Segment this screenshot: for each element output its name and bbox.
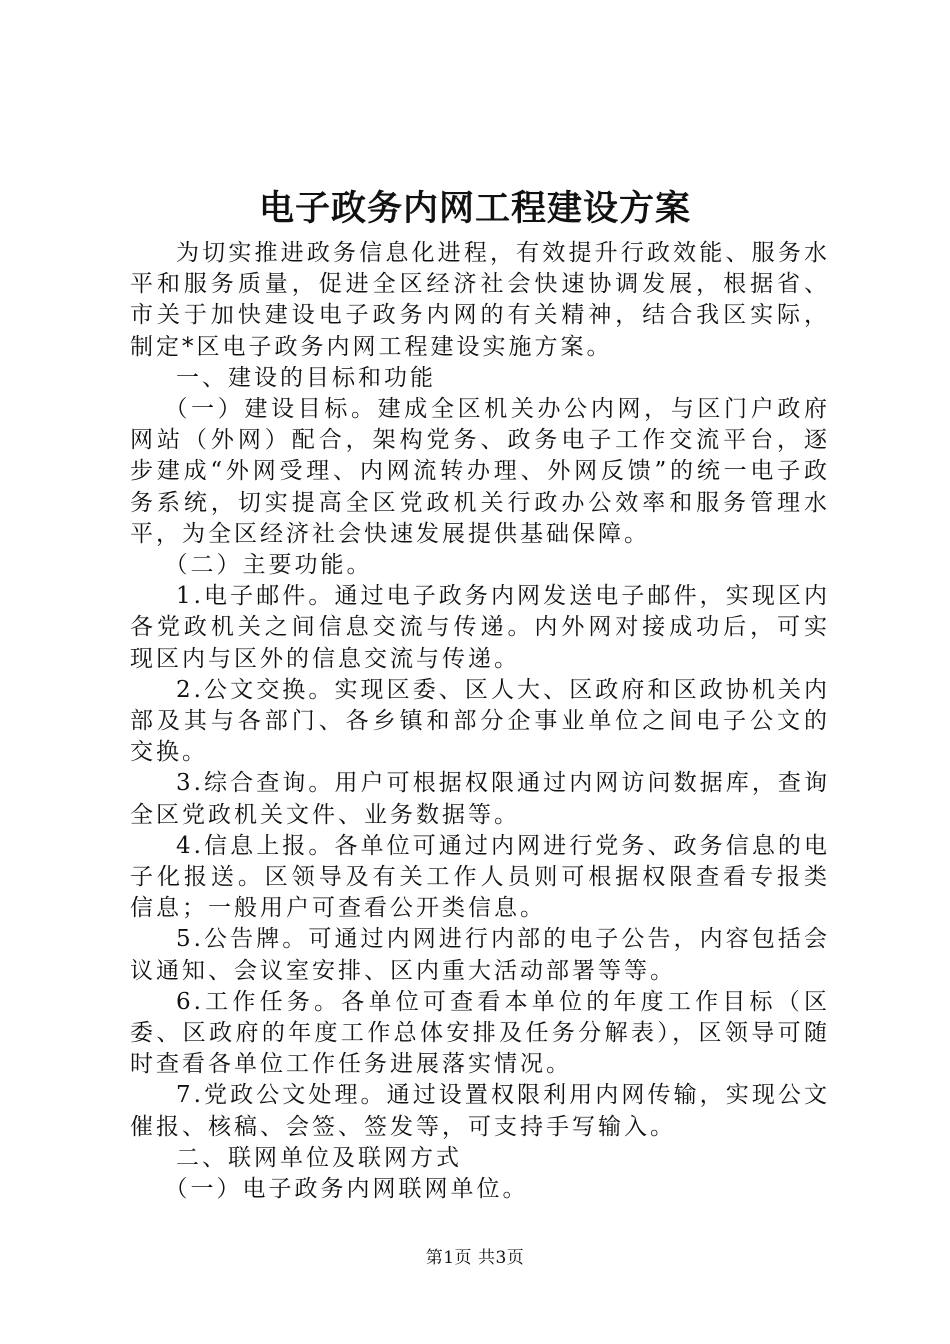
- function-item-email: 1.电子邮件。通过电子政务内网发送电子邮件，实现区内各党政机关之间信息交流与传递。内外网对接成功后，可实现区内与区外的信息交流与传递。: [130, 583, 830, 672]
- function-item-tasks: 6.工作任务。各单位可查看本单位的年度工作目标（区委、区政府的年度工作总体安排及任务分解表），区领导可随时查看各单位工作任务进展落实情况。: [130, 988, 830, 1078]
- document-body: [130, 238, 830, 1205]
- function-item-document-processing: 7.党政公文处理。通过设置权限利用内网传输，实现公文催报、核稿、会签、签发等，可支持手写输入。: [130, 1082, 830, 1140]
- subsection-network-units-heading: （一）电子政务内网联网单位。: [164, 1176, 529, 1203]
- document-title: 电子政务内网工程建设方案: [258, 188, 691, 229]
- subsection-goal-paragraph: （一）建设目标。建成全区机关办公内网，与区门户政府网站（外网）配合，架构党务、政务电子工作交流平台，逐步建成“外网受理、内网流转办理、外网反馈”的统一电子政务系统，切实提高全区党政机关行政办公效率和服务管理水平，为全区经济社会快速发展提供基础保障。: [130, 396, 830, 547]
- section-heading-1: 一、建设的目标和功能: [176, 364, 436, 391]
- page-number: 第1页 共3页: [425, 1248, 525, 1268]
- subsection-functions-heading: （二）主要功能。: [164, 552, 373, 579]
- function-item-bulletin: 5.公告牌。可通过内网进行内部的电子公告，内容包括会议通知、会议室安排、区内重大活动部署等等。: [130, 926, 830, 984]
- function-item-info-report: 4.信息上报。各单位可通过内网进行党务、政务信息的电子化报送。区领导及有关工作人员则可根据权限查看专报类信息；一般用户可查看公开类信息。: [130, 832, 830, 922]
- function-item-query: 3.综合查询。用户可根据权限通过内网访问数据库，查询全区党政机关文件、业务数据等。: [130, 770, 830, 828]
- function-item-document-exchange: 2.公文交换。实现区委、区人大、区政府和区政协机关内部及其与各部门、各乡镇和部分企事业单位之间电子公文的交换。: [130, 676, 830, 766]
- section-heading-2: 二、联网单位及联网方式: [176, 1144, 462, 1171]
- intro-paragraph: 为切实推进政务信息化进程，有效提升行政效能、服务水平和服务质量，促进全区经济社会快速协调发展，根据省、市关于加快建设电子政务内网的有关精神，结合我区实际，制定*区电子政务内网工程建设实施方案。: [130, 240, 830, 360]
